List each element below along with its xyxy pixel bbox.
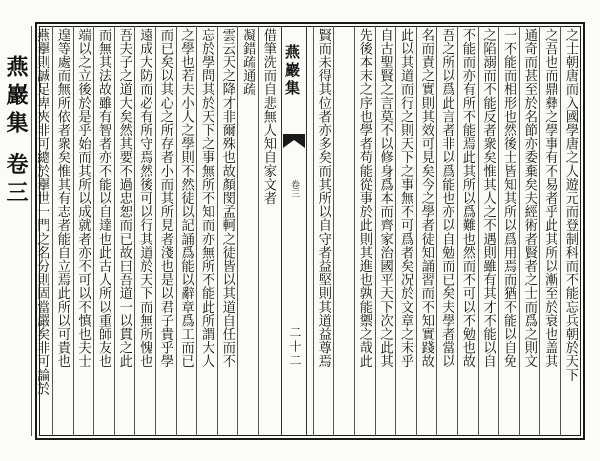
column-rule	[457, 26, 458, 436]
text-column: 而無其法故雖有智者亦不能以自達也此古人所以重師友也	[96, 28, 112, 368]
column-rule	[478, 26, 479, 436]
text-column: 之學也若夫小人之學則不然徒以記誦爲能以辭章爲工而已	[178, 28, 194, 368]
column-rule	[539, 26, 540, 436]
column-rule	[114, 26, 115, 436]
text-column: 賢而未得其位者亦多矣而其所以自守者益堅則其道益尊焉	[315, 28, 331, 368]
text-column: 吾之所以爲此言者非以爲能也亦以自勉而已矣夫學者當以	[439, 28, 455, 368]
margin-title: 燕巖集 卷三	[3, 55, 29, 209]
column-rule	[375, 26, 376, 436]
text-column: 一不能而相形也然後士皆知其所以爲用焉而猶不能以自免	[501, 28, 517, 368]
column-rule	[333, 26, 334, 436]
text-column: 而已矣以其心之所存者小而其所見者淺也是以君子貴乎學	[158, 28, 173, 368]
column-rule	[196, 26, 197, 436]
text-column: 燕擧則誠足卑夾非可總於擧世一門之名分則固當嚴矣非可論於	[34, 28, 50, 396]
text-column: 通奇而甚至於名節亦委棄矣夫經術者賢者之士而爲之則文	[521, 28, 537, 368]
column-rule	[519, 26, 520, 436]
text-column: 端以之立後於是乎始而其所以成就者亦不可以不慎也夫士	[75, 28, 91, 368]
text-column: 雲云天之降才非爾殊也故顏閔孟軻之徒皆以其道自任而不	[219, 28, 235, 368]
column-rule	[176, 26, 177, 436]
text-column: 遑等處而無所依者衆矣惟其有志者能自立焉此所以可貴也	[55, 28, 70, 368]
text-column: 不能而亦有所不能焉此其所以爲難也然而不可以不勉也故	[460, 28, 475, 368]
column-rule	[416, 26, 417, 436]
center-band	[281, 26, 307, 436]
center-title: 燕巖集	[283, 44, 301, 98]
juan-mark: 卷三	[289, 180, 299, 198]
text-column: 借筆洗而自悲無人知自家文者	[261, 28, 276, 205]
text-column	[336, 28, 351, 432]
fishtail-ornament-icon	[283, 134, 305, 154]
text-column: 先後本末之序也學者苟能從事於此則其進也孰能禦之哉此	[357, 28, 372, 368]
text-column: 之吾也而鼎彝之學事有不易者乎此其所以漸至於衰也盖其	[542, 28, 558, 368]
column-rule	[560, 26, 561, 436]
text-column: 之士朝唐而入國學唐之人遊元而登制科而不能忘兵朝於天下	[563, 28, 578, 382]
column-rule	[93, 26, 94, 436]
column-rule	[498, 26, 499, 436]
text-column: 凝錯疏通疏	[240, 28, 256, 96]
text-column: 吾夫子之道大矣然其要不過忠恕而已故曰吾道一以貫之此	[116, 28, 132, 368]
column-rule	[395, 26, 396, 436]
column-rule	[237, 26, 238, 436]
text-column: 忘於學問其於天下之事無所不知而亦無所不能此所謂大人	[199, 28, 215, 368]
text-column: 之陷溺而不能反者衆矣惟其人之不遇則雖有其才不能以自	[480, 28, 496, 368]
column-rule	[134, 26, 135, 436]
column-rule	[354, 26, 355, 436]
column-rule	[217, 26, 218, 436]
column-rule	[52, 26, 53, 436]
text-column: 名而責之實則其效可見矣今之學者徒知誦習而不知實踐故	[418, 28, 434, 368]
page-number: 二十二	[288, 326, 302, 368]
column-rule	[155, 26, 156, 436]
column-rule	[436, 26, 437, 436]
text-column: 遠成大防而必有所守焉然後可以行其道於天下而無所愧也	[137, 28, 153, 368]
column-rule	[258, 26, 259, 436]
column-rule	[73, 26, 74, 436]
column-rule	[313, 26, 314, 436]
text-column: 自古聖賢之言莫不以修身爲本而齊家治國平天下次之此其	[377, 28, 393, 368]
column-rule	[31, 26, 32, 436]
text-column: 此以其道而行之則天下之事無不可爲者矣况於文章之末乎	[398, 28, 414, 368]
